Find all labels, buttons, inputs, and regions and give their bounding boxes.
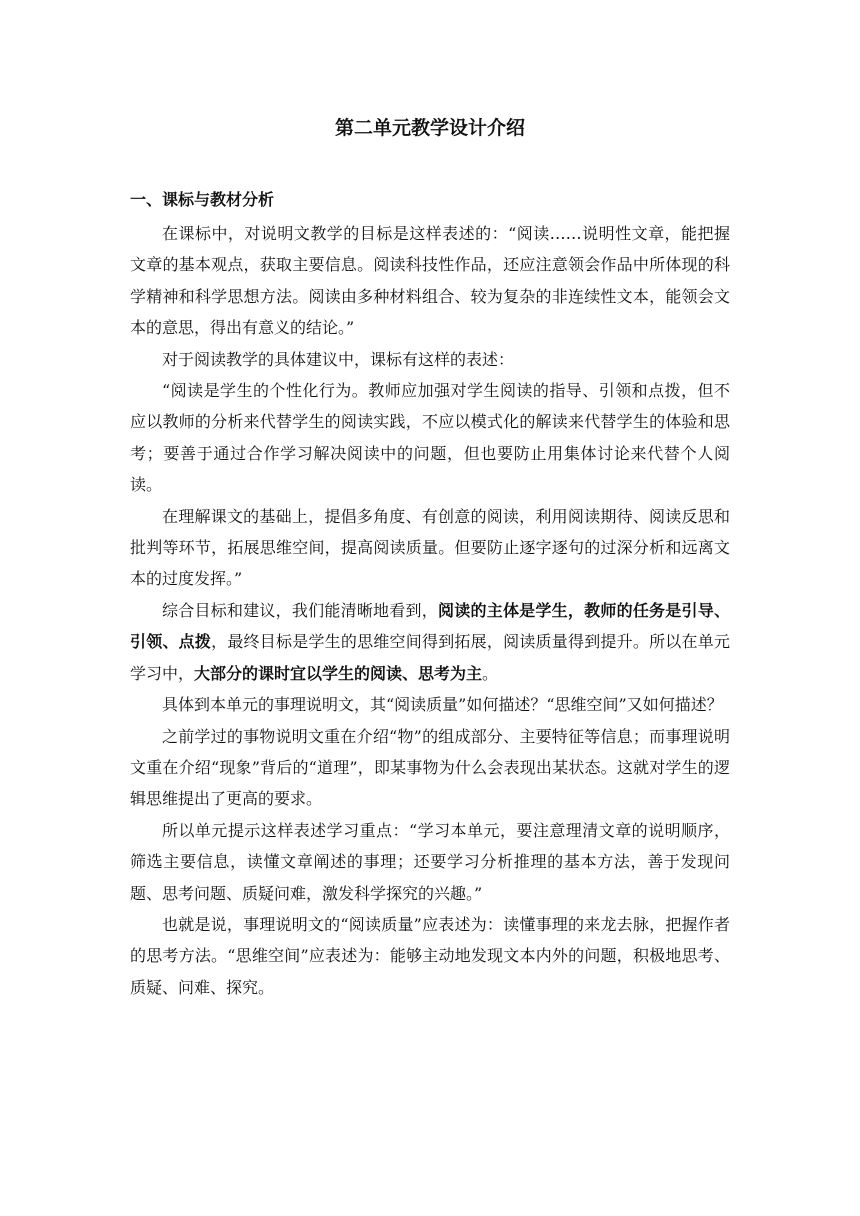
paragraph-with-emphasis: [130, 595, 730, 689]
document-body: [130, 218, 730, 1003]
paragraph: 具体到本单元的事理说明文，其“阅读质量”如何描述？“思维空间”又如何描述？: [162, 695, 723, 715]
document-title: 第二单元教学设计介绍: [334, 117, 525, 139]
paragraph: 对于阅读教学的具体建议中，课标有这样的表述：: [162, 349, 515, 369]
paragraph: 也就是说，事理说明文的“阅读质量”应表述为：读懂事理的来龙去脉，把握作者的思考方法。“思维空间”应表述为：能够主动地发现文本内外的问题，积极地思考、质疑、问难、探究。: [130, 914, 730, 997]
text-segment: ，最终目标是学生的思维空间得到拓展，阅读质量得到提升。所以在单元学习中，: [130, 632, 730, 683]
text-segment: 。: [482, 663, 499, 683]
paragraph: “阅读是学生的个性化行为。教师应加强对学生阅读的指导、引领和点拨，但不应以教师的分析来代替学生的阅读实践，不应以模式化的解读来代替学生的体验和思考；要善于通过合作学习解决阅读中的问题，但也要防止用集体讨论来代替个人阅读。: [130, 381, 730, 495]
section-heading: 一、课标与教材分析: [130, 190, 275, 209]
paragraph: 在理解课文的基础上，提倡多角度、有创意的阅读，利用阅读期待、阅读反思和批判等环节，拓展思维空间，提高阅读质量。但要防止逐字逐句的过深分析和远离文本的过度发挥。”: [130, 506, 730, 589]
paragraph: 所以单元提示这样表述学习重点：“学习本单元，要注意理清文章的说明顺序，筛选主要信息，读懂文章阐述的事理；还要学习分析推理的基本方法，善于发现问题、思考问题、质疑问难，激发科学探究的兴趣。”: [130, 820, 730, 903]
paragraph: 之前学过的事物说明文重在介绍“物”的组成部分、主要特征等信息；而事理说明文重在介绍“现象”背后的“道理”，即某事物为什么会表现出某状态。这就对学生的逻辑思维提出了更高的要求。: [130, 726, 730, 809]
text-segment: 综合目标和建议，我们能清晰地看到，: [162, 600, 438, 620]
emphasis-text: 大部分的课时宜以学生的阅读、思考为主: [194, 663, 483, 683]
paragraph: 在课标中，对说明文教学的目标是这样表述的：“阅读……说明性文章，能把握文章的基本观点，获取主要信息。阅读科技性作品，还应注意领会作品中所体现的科学精神和科学思想方法。阅读由多种材料组合、较为复杂的非连续性文本，能领会文本的意思，得出有意义的结论。”: [130, 224, 730, 338]
emphasis-text: 阅读的主体是学生，教师的任务是引导、引领、点拨: [130, 600, 730, 652]
